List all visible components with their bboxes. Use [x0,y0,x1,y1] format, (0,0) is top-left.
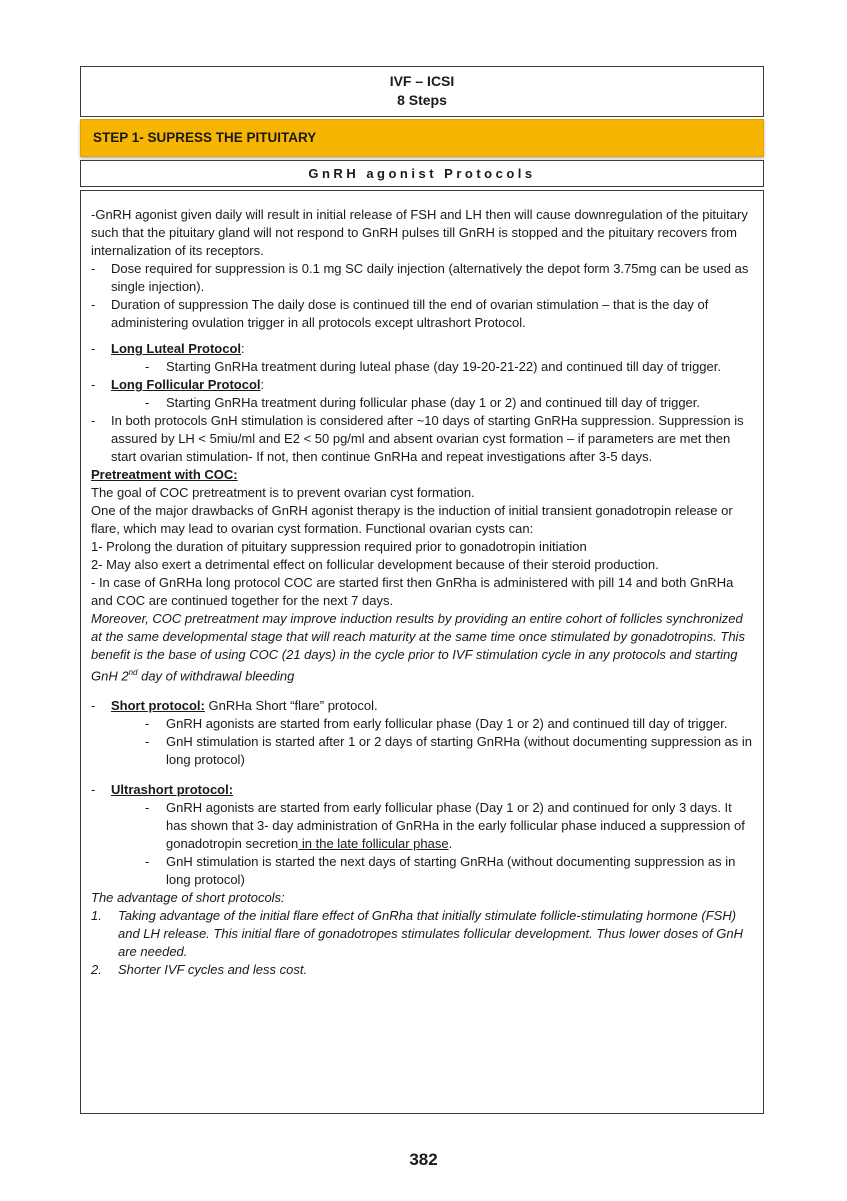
advantage-item-2 [91,961,753,979]
page-number: 382 [409,1150,438,1169]
short-detail-2: - GnH stimulation is started after 1 or 2 days of starting GnRHa (without documenting suppression as in long protocol) [91,733,753,769]
coc-heading: Pretreatment with COC: [91,467,238,482]
dose-item: - Dose required for suppression is 0.1 mg SC daily injection (alternatively the depot form 3.75mg can be used as single injection). [91,260,753,296]
document-subtitle: 8 Steps [397,92,447,108]
intro-paragraph: -GnRH agonist given daily will result in initial release of FSH and LH then will cause downregulation of the pituitary such that the pituitary gland will not respond to GnRH pulses till GnRH is stopped and the pituitary recovers from internalization of its receptors. [91,207,748,258]
section-heading-box [80,160,764,187]
advantage-heading: The advantage of short protocols: [91,890,285,906]
ultrashort-detail-1c: . [448,836,453,852]
long-follicular-detail: - Starting GnRHa treatment during follicular phase (day 1 or 2) and continued till day of trigger. [91,394,753,412]
short-protocol-heading: Short protocol: [111,698,205,714]
coc-point-2: 2- May also exert a detrimental effect on follicular development because of their steroid production. [91,557,659,572]
coc-drawback: One of the major drawbacks of GnRH agonist therapy is the induction of initial transient gonadotropin release or flare, which may lead to ovarian cyst formation. Functional ovarian cysts can: [91,503,733,536]
main-content-box [80,190,764,1114]
coc-point-1: 1- Prolong the duration of pituitary suppression required prior to gonadotropin initiation [91,539,587,554]
short-detail-1: - GnRH agonists are started from early follicular phase (Day 1 or 2) and continued till day of trigger. [91,715,753,733]
title-box [80,66,764,117]
document-title: IVF – ICSI [389,73,455,89]
long-luteal-heading: Long Luteal Protocol [111,341,241,356]
short-protocol-item [91,697,753,715]
ultrashort-detail-1 [91,799,753,853]
ultrashort-heading: Ultrashort protocol: [111,782,234,798]
coc-italic-text: Moreover, COC pretreatment may improve induction results by providing an entire cohort of follicles synchronized at the same developmental stage that will reach maturity at the same time once stimulated by gonadotropins. This benefit is the base of using COC (21 days) in the cycle prior to IVF stimulation cycle in any protocols and starting GnH 2 [91,611,745,684]
ultrashort-item [91,781,753,799]
advantage-item-1 [91,907,753,961]
duration-item: - Duration of suppression The daily dose is continued till the end of ovarian stimulation – that is the day of administering ovulation trigger in all protocols except ultrashort Protocol. [91,296,753,332]
long-luteal-item: - Long Luteal Protocol: [91,340,753,358]
advantage-item-1-number: 1. [91,908,102,924]
advantage-item-2-text: Shorter IVF cycles and less cost. [118,962,308,978]
step-heading-bar [80,119,764,157]
advantage-item-1-text: Taking advantage of the initial flare effect of GnRha that initially stimulate follicle-stimulating hormone (FSH) and LH release. This initial flare of gonadotropes stimulates follicular development. Thus lower doses of GnH are needed. [118,908,744,960]
coc-point-3: - In case of GnRHa long protocol COC are started first then GnRha is administered with pill 14 and both GnRHa and COC are continued together for the next 7 days. [91,575,734,608]
long-luteal-detail: - Starting GnRHa treatment during luteal phase (day 19-20-21-22) and continued till day of trigger. [91,358,753,376]
coc-goal: The goal of COC pretreatment is to prevent ovarian cyst formation. [91,485,475,500]
step-heading: STEP 1- SUPRESS THE PITUITARY [93,130,317,145]
coc-italic-end: day of withdrawal bleeding [137,668,295,684]
long-follicular-item: - Long Follicular Protocol: [91,376,753,394]
coc-italic-paragraph [91,610,753,685]
short-protocol-desc: GnRHa Short “flare” protocol. [204,698,378,714]
advantage-item-2-number: 2. [91,962,102,978]
coc-italic-sup: nd [128,668,138,677]
both-protocols-item: - In both protocols GnH stimulation is considered after ~10 days of starting GnRHa suppression. Suppression is assured by LH < 5miu/ml and E2 < 50 pg/ml and absent ovarian cyst formation – if parameters are met then start ovarian stimulation- If not, then continue GnRHa and repeat investigations after 3-5 days. [91,412,753,466]
long-follicular-heading: Long Follicular Protocol [111,377,261,392]
section-heading: GnRH agonist Protocols [308,166,536,181]
ultrashort-detail-2: - GnH stimulation is started the next days of starting GnRHa (without documenting suppression as in long protocol) [91,853,753,889]
ultrashort-detail-1a: GnRH agonists are started from early follicular phase (Day 1 or 2) and continued for only 3 days. It has shown that 3- day administration of GnRHa in the early follicular phase induced a suppression of gonadotropin secretion [166,800,745,852]
ultrashort-detail-1-underlined: in the late follicular phase [298,836,449,852]
